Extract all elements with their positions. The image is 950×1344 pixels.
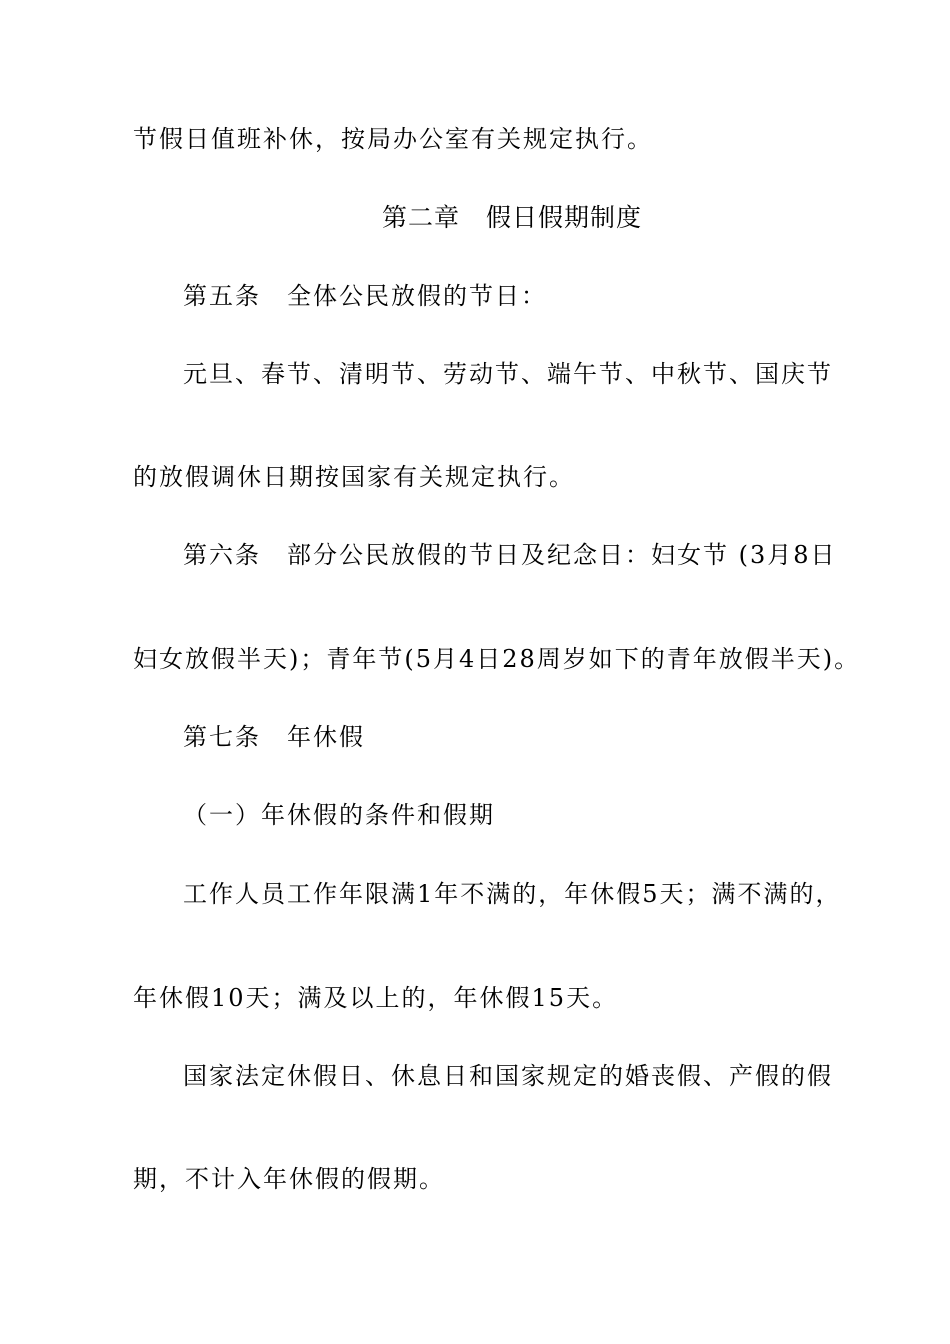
article-6-continuation: 妇女放假半天)；青年节(5月4日28周岁如下的青年放假半天)。 — [133, 645, 861, 673]
annual-leave-rules: 工作人员工作年限满1年不满的，年休假5天；满不满的， — [183, 880, 842, 908]
annual-leave-rules-continuation: 年休假10天；满及以上的，年休假15天。 — [133, 984, 619, 1012]
article-7-heading: 第七条 年休假 — [183, 723, 365, 751]
article-5-holidays-continuation: 的放假调休日期按国家有关规定执行。 — [133, 463, 575, 491]
statutory-leave-exclusion: 国家法定休假日、休息日和国家规定的婚丧假、产假的假 — [183, 1062, 833, 1090]
annual-leave-subheading: （一）年休假的条件和假期 — [183, 801, 495, 829]
article-5-heading: 第五条 全体公民放假的节日： — [183, 282, 547, 310]
chapter-heading: 第二章 假日假期制度 — [382, 203, 643, 232]
paragraph-holiday-duty-compensation: 节假日值班补休，按局办公室有关规定执行。 — [133, 125, 653, 153]
article-6-text: 第六条 部分公民放假的节日及纪念日：妇女节 (3月8日 — [183, 541, 837, 569]
article-5-holidays-list: 元旦、春节、清明节、劳动节、端午节、中秋节、国庆节 — [183, 360, 833, 388]
statutory-leave-exclusion-continuation: 期，不计入年休假的假期。 — [133, 1165, 445, 1193]
